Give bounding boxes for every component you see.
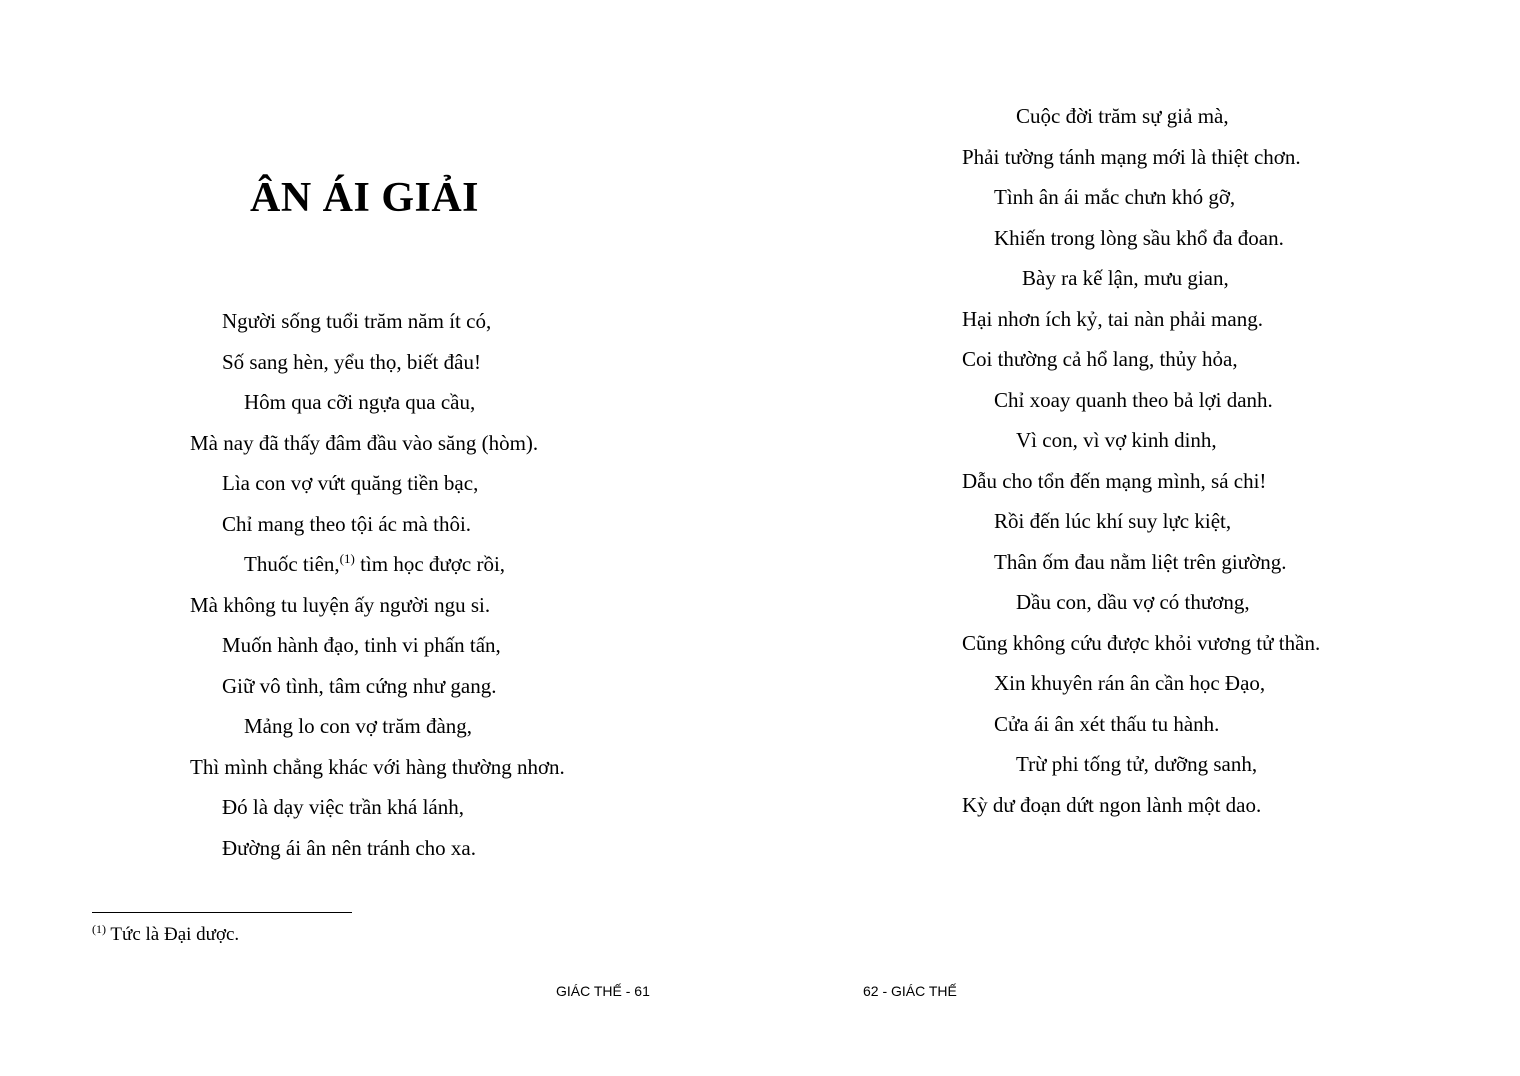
- verse-line: Bày ra kế lận, mưu gian,: [1022, 266, 1229, 290]
- verse-line: Xin khuyên rán ân cần học Đạo,: [994, 671, 1266, 695]
- verse-line: Đường ái ân nên tránh cho xa.: [222, 835, 476, 860]
- verse-line-with-footnote: [0, 544, 565, 585]
- page-number-right: 62 - GIÁC THẾ: [863, 983, 957, 999]
- footnote-marker: (1): [92, 922, 106, 936]
- verse-line: Đó là dạy việc trần khá lánh,: [222, 795, 464, 819]
- page-number-left: GIÁC THẾ - 61: [556, 983, 650, 999]
- verse-line-part: Thuốc tiên,: [244, 552, 340, 576]
- left-verse: [0, 301, 565, 868]
- verse-line: Kỳ dư đoạn dứt ngon lành một dao.: [962, 792, 1262, 817]
- verse-line: Dẫu cho tổn đến mạng mình, sá chi!: [962, 468, 1267, 493]
- verse-line: Chỉ mang theo tội ác mà thôi.: [222, 511, 472, 536]
- verse-line: Coi thường cả hổ lang, thủy hỏa,: [962, 347, 1238, 371]
- verse-line: Vì con, vì vợ kinh dinh,: [1016, 428, 1217, 452]
- verse-line: Rồi đến lúc khí suy lực kiệt,: [994, 509, 1232, 533]
- verse-line: Chỉ xoay quanh theo bả lợi danh.: [994, 387, 1273, 412]
- verse-line: Cửa ái ân xét thấu tu hành.: [994, 711, 1220, 736]
- verse-line: Mà nay đã thấy đâm đầu vào săng (hòm).: [190, 430, 539, 455]
- verse-line: Lìa con vợ vứt quăng tiền bạc,: [222, 471, 479, 495]
- verse-line: Phải tường tánh mạng mới là thiệt chơn.: [962, 144, 1301, 169]
- verse-line: Muốn hành đạo, tinh vi phấn tấn,: [222, 633, 501, 657]
- verse-line: Mà không tu luyện ấy người ngu si.: [190, 592, 491, 617]
- footnote-text: Tức là Đại dược.: [110, 924, 240, 945]
- verse-line: Hại nhơn ích kỷ, tai nàn phải mang.: [962, 306, 1263, 331]
- verse-line: Cũng không cứu được khỏi vương tử thần.: [962, 630, 1321, 655]
- verse-line: Thì mình chẳng khác với hàng thường nhơn.: [190, 754, 565, 779]
- verse-line: Mảng lo con vợ trăm đàng,: [244, 714, 473, 738]
- verse-line: Hôm qua cỡi ngựa qua cầu,: [244, 390, 476, 414]
- right-verse: [760, 96, 1320, 825]
- verse-line: Số sang hèn, yểu thọ, biết đâu!: [222, 349, 481, 374]
- verse-line: Người sống tuổi trăm năm ít có,: [222, 309, 492, 333]
- verse-line-part: tìm học được rồi,: [360, 552, 506, 576]
- footnote-reference[interactable]: (1): [339, 551, 355, 566]
- verse-line: Dầu con, dầu vợ có thương,: [1016, 590, 1250, 614]
- footnote-divider: [92, 912, 352, 913]
- verse-line: Khiến trong lòng sầu khổ đa đoan.: [994, 225, 1284, 250]
- verse-line: Trừ phi tống tử, dưỡng sanh,: [1016, 752, 1258, 776]
- right-page: [760, 0, 1520, 1076]
- footnote: [92, 922, 239, 948]
- poem-title: ÂN ÁI GIẢI: [250, 175, 480, 221]
- verse-line: Tình ân ái mắc chưn khó gỡ,: [994, 185, 1236, 209]
- verse-line: Thân ốm đau nằm liệt trên giường.: [994, 549, 1287, 574]
- verse-line: Giữ vô tình, tâm cứng như gang.: [222, 673, 497, 698]
- verse-line: Cuộc đời trăm sự giả mà,: [1016, 104, 1229, 128]
